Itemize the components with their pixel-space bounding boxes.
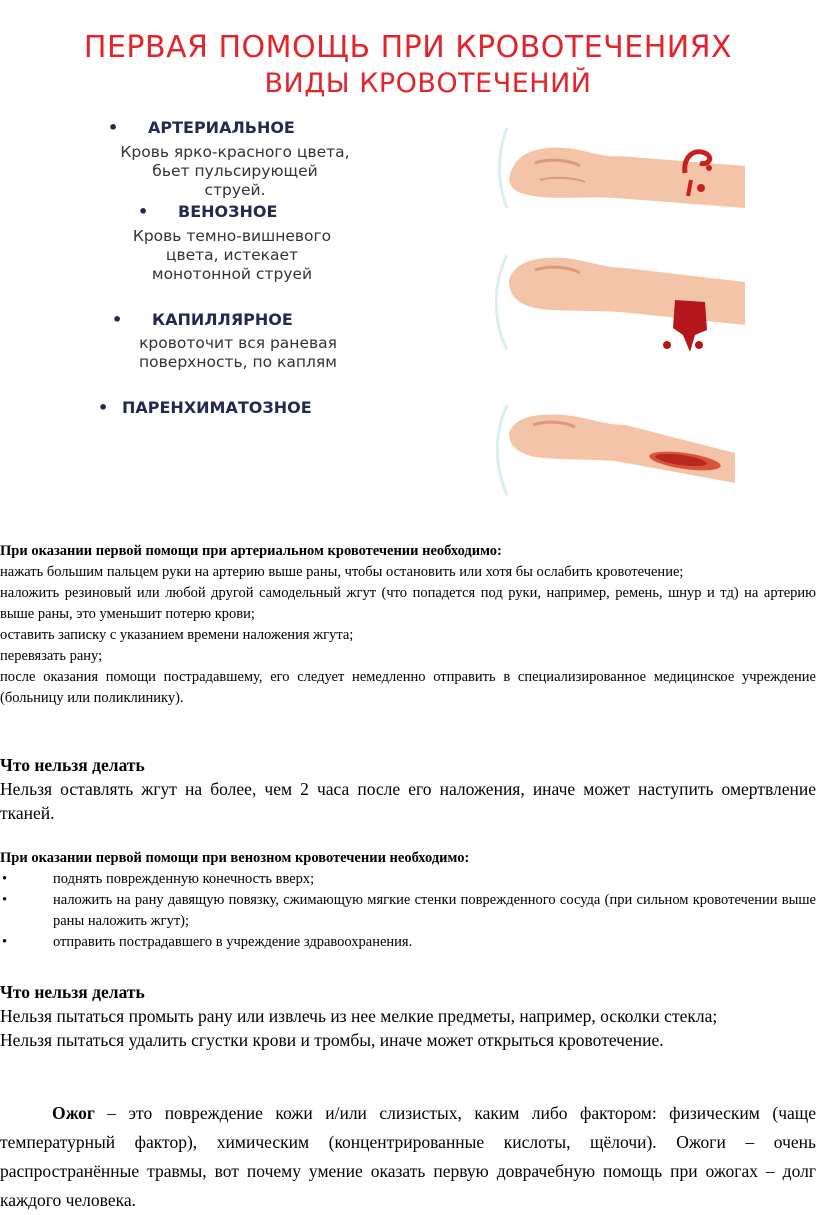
arterial-section <box>0 541 816 709</box>
venous-heading: При оказании первой помощи при венозном кровотечении необходимо: <box>0 850 470 866</box>
list-item: • наложить на рану давящую повязку, сжимающую мягкие стенки поврежденного сосуда (при сильном кровотечении выше раны наложить жгут); <box>0 890 816 932</box>
dont-text: Нельзя пытаться промыть рану или извлечь из нее мелкие предметы, например, осколки стекла; <box>0 1006 718 1026</box>
dont-section-1 <box>0 753 816 825</box>
bullet: • <box>112 310 123 329</box>
type-name: КАПИЛЛЯРНОЕ <box>152 310 293 329</box>
type-parenchymal <box>98 398 312 417</box>
bleeding-types-infographic <box>0 0 816 520</box>
list-item: нажать большим пальцем руки на артерию выше раны, чтобы остановить или хотя бы ослабить кровотечение; <box>0 564 684 580</box>
type-arterial <box>108 118 295 137</box>
type-arterial-desc: Кровь ярко-красного цвета, бьет пульсирующей струей. <box>120 143 350 199</box>
type-name: АРТЕРИАЛЬНОЕ <box>148 118 295 137</box>
dont-heading: Что нельзя делать <box>0 982 145 1002</box>
venous-section <box>0 848 816 953</box>
type-capillary <box>112 310 293 329</box>
dont-text: Нельзя оставлять жгут на более, чем 2 часа после его наложения, иначе может наступить омертвление тканей. <box>0 779 816 823</box>
arterial-hand-illustration <box>495 108 755 223</box>
type-name: ВЕНОЗНОЕ <box>178 202 278 221</box>
list-item: • поднять поврежденную конечность вверх; <box>0 869 816 890</box>
type-venous-desc: Кровь темно-вишневого цвета, истекает монотонной струей <box>132 227 332 283</box>
burn-paragraph <box>0 1099 816 1215</box>
dont-text: Нельзя пытаться удалить сгустки крови и тромбы, иначе может открыться кровотечение. <box>0 1030 664 1050</box>
venous-hand-illustration <box>495 240 755 365</box>
bullet: • <box>138 202 149 221</box>
infographic-subtitle: ВИДЫ КРОВОТЕЧЕНИЙ <box>264 68 592 99</box>
capillary-hand-illustration <box>495 395 745 505</box>
bullet: • <box>98 398 109 417</box>
dont-section-2 <box>0 980 816 1052</box>
bullet: • <box>108 118 119 137</box>
list-item: наложить резиновый или любой другой самодельный жгут (что попадется под руки, например, ремень, шнур и тд) на артерию выше раны, это уменьшит потерю крови; <box>0 585 816 622</box>
type-capillary-desc: кровоточит вся раневая поверхность, по каплям <box>139 334 337 371</box>
list-item: перевязать рану; <box>0 648 103 664</box>
list-item: • отправить пострадавшего в учреждение здравоохранения. <box>0 932 816 953</box>
arterial-heading: При оказании первой помощи при артериальном кровотечении необходимо: <box>0 543 502 559</box>
infographic-title: ПЕРВАЯ ПОМОЩЬ ПРИ КРОВОТЕЧЕНИЯХ <box>83 30 733 65</box>
dont-heading: Что нельзя делать <box>0 755 145 775</box>
burn-term: Ожог <box>52 1103 95 1123</box>
type-venous <box>138 202 277 221</box>
list-item: после оказания помощи пострадавшему, его следует немедленно отправить в специализированное медицинское учреждение (больницу или поликлинику). <box>0 669 816 706</box>
burn-text: – это повреждение кожи и/или слизистых, каким либо фактором: физическим (чаще температурный фактор), химическим (концентрированные кислоты, щёлочи). Ожоги – очень распространённые травмы, вот почему умение оказать первую доврачебную помощь при ожогах – долг каждого человека. <box>0 1103 816 1210</box>
list-item: оставить записку с указанием времени наложения жгута; <box>0 627 354 643</box>
type-name: ПАРЕНХИМАТОЗНОЕ <box>122 398 312 417</box>
